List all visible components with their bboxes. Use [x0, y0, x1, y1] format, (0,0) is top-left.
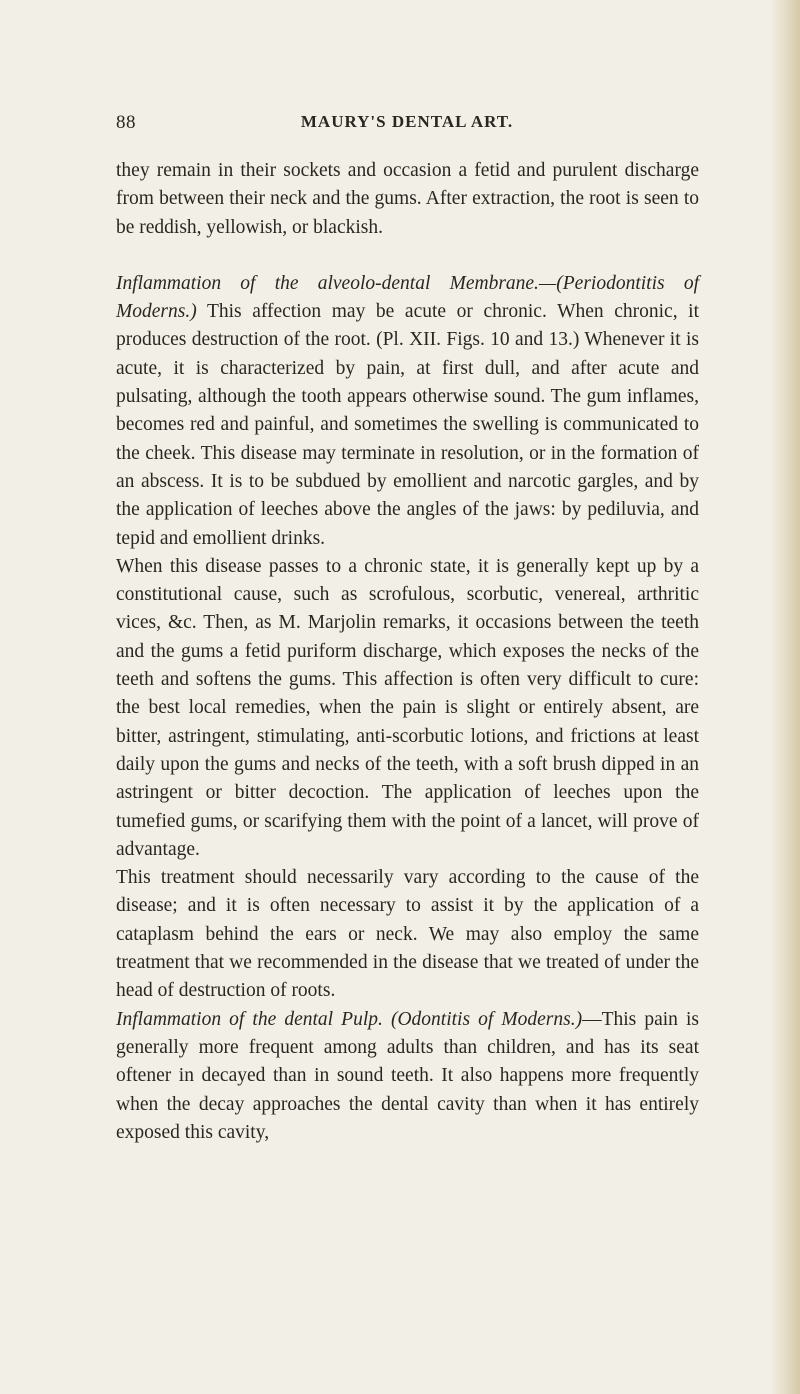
body-text: [116, 157, 699, 1147]
section-heading-odontitis: Inflammation of the dental Pulp. (Odontitis of Moderns.): [116, 1008, 583, 1030]
page-edge-shadow: [770, 0, 800, 1394]
paragraph-treatment: This treatment should necessarily vary according to the cause of the disease; and it is often necessary to assist it by the application of a cataplasm behind the ears or neck. We may also employ the same treatment that we recommended in the disease that we treated of under the head of destruction of roots.: [116, 867, 699, 1002]
section-heading-periodontitis: Inflammation of the alveolo-dental Membrane.—(Periodontitis of Moderns.): [116, 272, 699, 323]
paragraph-continuation: they remain in their sockets and occasion a fetid and purulent discharge from between their neck and the gums. After extraction, the root is seen to be reddish, yellowish, or blackish.: [116, 160, 699, 238]
paragraph-odontitis-body: —This pain is generally more frequent among adults than children, and has its seat oftener in decayed than in sound teeth. It also happens more frequently when the decay approaches the dental cavity than when it has entirely exposed this cavity,: [116, 1008, 699, 1143]
paragraph-periodontitis: [116, 270, 699, 553]
running-head: MAURY'S DENTAL ART.: [300, 112, 514, 131]
paragraph-periodontitis-body: This affection may be acute or chronic. When chronic, it produces destruction of the root. (Pl. XII. Figs. 10 and 13.) Whenever it is acute, it is characterized by pain, at first dull, and after acute and pulsating, although the tooth appears otherwise sound. The gum inflames, becomes red and painful, and sometimes the swelling is communicated to the cheek. This disease may terminate in resolution, or in the formation of an abscess. It is to be subdued by emollient and narcotic gargles, and by the application of leeches above the angles of the jaws: by pediluvia, and tepid and emollient drinks.: [116, 301, 699, 549]
paragraph-odontitis: [116, 1006, 699, 1147]
page-header: [116, 112, 698, 138]
paragraph-chronic-state: When this disease passes to a chronic state, it is generally kept up by a constitutional cause, such as scrofulous, scorbutic, venereal, arthritic vices, &c. Then, as M. Marjolin remarks, it occasions between the teeth and the gums a fetid puriform discharge, which exposes the necks of the teeth and softens the gums. This affection is often very difficult to cure: the best local remedies, when the pain is slight or entirely absent, are bitter, astringent, stimulating, anti-scorbutic lotions, and frictions at least daily upon the gums and necks of the teeth, with a soft brush dipped in an astringent or bitter decoction. The application of leeches upon the tumefied gums, or scarifying them with the point of a lancet, will prove of advantage.: [116, 555, 699, 860]
page-number: 88: [116, 112, 136, 133]
